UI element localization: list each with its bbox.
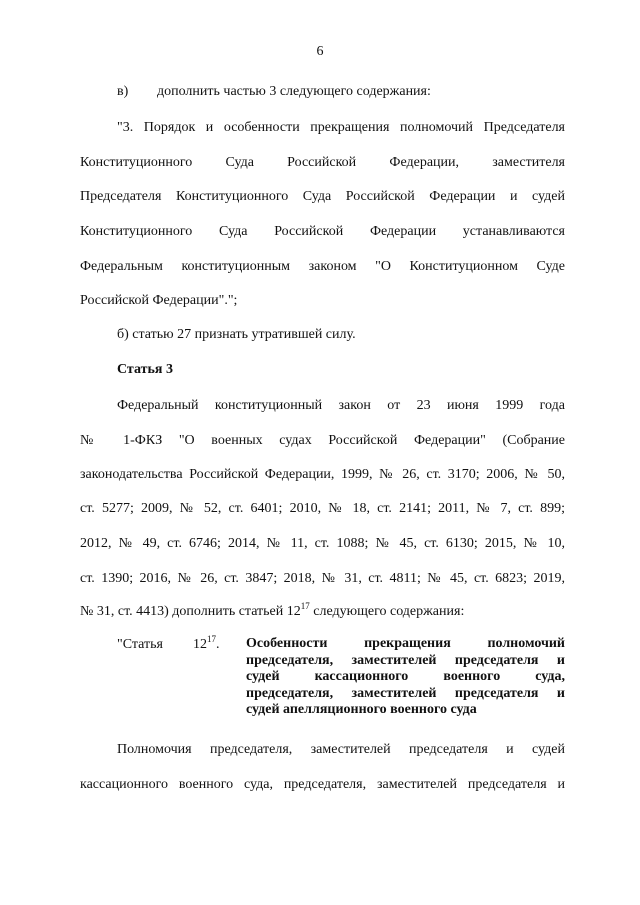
article-number-sup: 17 xyxy=(207,634,216,644)
article-title-line: председателя, заместителей председателя и xyxy=(246,685,565,701)
page-number: 6 xyxy=(316,44,324,59)
article-title-line: председателя, заместителей председателя и xyxy=(246,652,565,668)
article-number-main: 12 xyxy=(193,637,207,652)
line-text: следующего содержания: xyxy=(309,604,465,619)
superscript: 17 xyxy=(300,601,310,611)
paragraph-line: Конституционного Суда Российской Федерации, заместителя xyxy=(80,155,565,170)
article-title-line: судей кассационного военного суда, xyxy=(246,669,565,684)
paragraph-line: Конституционного Суда Российской Федерации устанавливаются xyxy=(80,224,565,239)
paragraph-line: 2012, № 49, ст. 6746; 2014, № 11, ст. 1088; № 45, ст. 6130; 2015, № 10, xyxy=(80,536,565,551)
paragraph-line xyxy=(80,603,565,621)
article-number xyxy=(193,636,220,654)
item-v-marker: в) xyxy=(117,84,129,99)
paragraph-line: "3. Порядок и особенности прекращения полномочий Председателя xyxy=(117,120,565,135)
article-word: "Статья xyxy=(117,637,163,652)
item-b: б) статью 27 признать утратившей силу. xyxy=(117,327,356,342)
paragraph-line: № 1-ФКЗ "О военных судах Российской Федерации" (Собрание xyxy=(80,433,565,448)
article-title-line: судей апелляционного военного суда xyxy=(246,702,477,717)
article-number-dot: . xyxy=(216,637,220,652)
article-12-17-heading xyxy=(117,636,565,726)
paragraph-line: Председателя Конституционного Суда Российской Федерации и судей xyxy=(80,189,565,204)
line-text: № 31, ст. 4413) дополнить статьей 12 xyxy=(80,604,301,619)
paragraph-line: ст. 5277; 2009, № 52, ст. 6401; 2010, № 18, ст. 2141; 2011, № 7, ст. 899; xyxy=(80,501,565,516)
paragraph-line: ст. 1390; 2016, № 26, ст. 3847; 2018, № 31, ст. 4811; № 45, ст. 6823; 2019, xyxy=(80,571,565,586)
paragraph-line: законодательства Российской Федерации, 1999, № 26, ст. 3170; 2006, № 50, xyxy=(80,467,565,482)
article-3-heading: Статья 3 xyxy=(117,362,173,377)
article-title xyxy=(246,636,565,719)
paragraph-line: Российской Федерации"."; xyxy=(80,293,238,308)
item-v xyxy=(117,83,565,101)
paragraph-line: Федеральный конституционный закон от 23 июня 1999 года xyxy=(117,398,565,413)
item-v-text: дополнить частью 3 следующего содержания: xyxy=(157,84,431,99)
article-title-line: Особенности прекращения полномочий xyxy=(246,636,565,651)
paragraph-line: кассационного военного суда, председателя, заместителей председателя и xyxy=(80,777,565,792)
paragraph-line: Полномочия председателя, заместителей председателя и судей xyxy=(117,742,565,757)
paragraph-line: Федеральным конституционным законом "О Конституционном Суде xyxy=(80,259,565,274)
